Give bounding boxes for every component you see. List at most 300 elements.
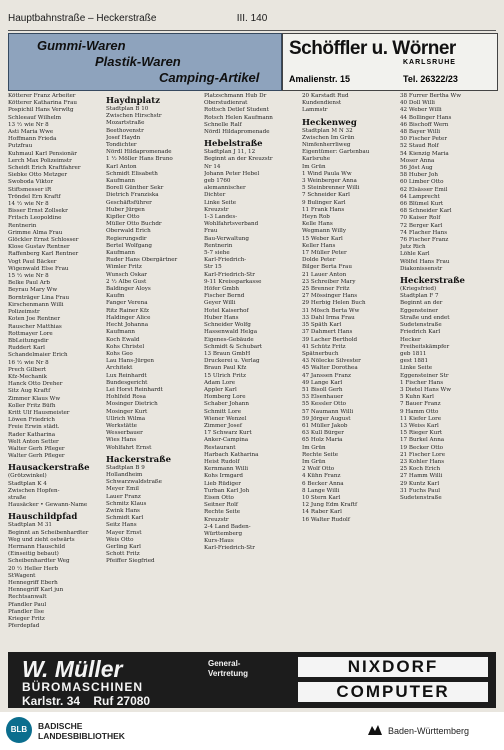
- advert-schoeffler-city: KARLSRUHE: [403, 59, 456, 66]
- directory-entry: Württemberg: [204, 530, 243, 537]
- header-page-number: III. 140: [236, 12, 268, 24]
- advert-gummi: [8, 33, 282, 91]
- directory-entry: 66 Blümel Kurt: [400, 201, 444, 208]
- advert-schoeffler-phone: Tel. 26322/23: [403, 74, 458, 84]
- directory-entry: 72 Berger Karl: [400, 222, 443, 229]
- directory-entry: 16 Walter Rudolf: [302, 516, 350, 523]
- directory-entry: Kernmann Willi: [204, 466, 249, 473]
- directory-entry: Beethovenstr: [106, 127, 144, 134]
- directory-entry: Mayer Ernst: [106, 529, 142, 536]
- directory-entry: 15 Weber Karl: [302, 235, 343, 242]
- directory-entry: 39 Lacher Berthold: [302, 336, 358, 343]
- directory-entry: Schmidt Karl: [106, 515, 144, 522]
- directory-entry: Kritt Ulf Hausmeister: [8, 409, 70, 416]
- directory-entry: 13 ½ wie Nr 8: [8, 121, 49, 128]
- directory-entry: Wölfel Hans Frau: [400, 258, 450, 265]
- directory-entry: Rentnerin: [204, 242, 233, 249]
- advert-schoeffler-address: Amalienstr. 15: [289, 74, 351, 84]
- directory-entry: 38 Furrer Bertha Ww: [400, 93, 462, 99]
- directory-entry: Lieb Rüdiger: [204, 480, 241, 487]
- directory-entry: Wimler Fritz: [106, 264, 142, 271]
- directory-entry: Josef Haydn: [106, 134, 141, 141]
- directory-entry: 13 Weiss Karl: [400, 422, 439, 429]
- directory-entry: Schmidt & Schubart: [204, 343, 263, 350]
- directory-entry: Fritsch Leopoldine: [8, 215, 62, 222]
- directory-entry: Ullrich Wilma: [106, 415, 146, 422]
- directory-entry: Beyrau Mary Ww: [8, 287, 58, 294]
- directory-entry: Nimfenherrliweg: [302, 142, 351, 149]
- directory-entry: Bertel Wolfgang: [106, 242, 152, 249]
- directory-entry: Siebke Otto Metzger: [8, 172, 68, 179]
- directory-entry: Asti Maria Wwe: [8, 129, 54, 136]
- directory-entry: 46 Bischoff Wern: [400, 121, 449, 128]
- directory-entry: Geschäftsführer: [106, 199, 152, 206]
- directory-entry: 43 Nölecke Silvester: [302, 358, 361, 365]
- directory-entry: Kaufmann: [106, 329, 136, 336]
- directory-entry: Pospichil Hans Verwltg: [8, 107, 74, 114]
- directory-entry: Oberwald Erich: [106, 228, 151, 235]
- directory-entry: 60 Limber Otto: [400, 179, 444, 186]
- directory-entry: 41 Schütz Fritz: [302, 343, 346, 350]
- directory-entry: Fanger Verena: [106, 300, 148, 307]
- directory-entry: Kaufm: [106, 293, 125, 300]
- directory-entry: 11 Frank Hans: [302, 206, 345, 213]
- directory-entry: Hotel Kaiserhof: [204, 307, 249, 314]
- directory-entry: 25 Brenner Fritz: [302, 286, 350, 293]
- street-heading: Haydnplatz: [106, 96, 161, 106]
- directory-entry: 17 Schwarz Kurt: [204, 430, 252, 437]
- directory-entry: Ruddert Karl: [8, 345, 45, 352]
- directory-columns: [8, 93, 496, 649]
- street-heading: Heckenweg: [302, 117, 357, 128]
- directory-entry: 7 Schneider Karl: [302, 192, 350, 199]
- directory-entry: 35 Späth Karl: [302, 322, 342, 329]
- directory-entry: Geyer Willi: [204, 300, 236, 307]
- directory-entry: Wohlfahrtsverband: [204, 221, 259, 228]
- directory-entry: Str 15: [204, 264, 222, 271]
- directory-entry: 2-4 Land Baden-: [204, 523, 251, 530]
- directory-entry: 61 Müller Jakob: [302, 422, 348, 429]
- directory-entry: Huber Hans: [204, 314, 239, 321]
- directory-entry: Meyer Emil: [106, 486, 139, 493]
- directory-entry: Jutz Rich: [400, 244, 426, 251]
- directory-entry: Appler Karl: [204, 386, 237, 393]
- directory-entry: Hanck Otto Dreher: [8, 381, 63, 388]
- advert-gummi-line1: Gummi-Waren: [37, 38, 126, 53]
- directory-entry: Eisen Otto: [204, 494, 234, 501]
- directory-entry: alemannischer: [204, 185, 246, 192]
- directory-entry: Ruder Hans Obergärtner: [106, 257, 178, 264]
- directory-entry: Linke Seite: [400, 365, 433, 372]
- directory-entry: 56 Jöst Aug: [400, 165, 433, 172]
- directory-entry: Rentnerin: [8, 222, 37, 229]
- directory-entry: Kaufmann: [106, 178, 136, 185]
- directory-entry: Schneider Wolfg: [204, 322, 251, 329]
- advert-gummi-line2: Plastik-Waren: [95, 54, 181, 69]
- library-name-line2: LANDESBIBLIOTHEK: [38, 731, 125, 741]
- directory-entry: Platzschmann Hub Dr: [204, 93, 267, 99]
- directory-entry: Hausäcker • Gewann-Name: [8, 502, 88, 509]
- directory-column: [400, 93, 494, 649]
- advert-brand-computer: COMPUTER: [298, 682, 488, 702]
- directory-column: [8, 93, 102, 649]
- directory-entry: Sitz Aug Kraftf: [8, 388, 51, 395]
- directory-entry: 44 Bollinger Hans: [400, 114, 452, 121]
- directory-entry: Hecker: [400, 336, 421, 343]
- directory-entry: Kirschenmann Willi: [8, 301, 64, 308]
- directory-entry: Stadtplan M 31: [8, 522, 52, 529]
- directory-entry: Braun Paul Kfz: [204, 365, 247, 372]
- directory-entry: Stadtplan B 9: [106, 464, 145, 471]
- directory-entry: Schaber Johann: [204, 401, 249, 408]
- directory-entry: Klose Gustav Rentner: [8, 244, 70, 251]
- directory-entry: 33 Dahl Irma Frau: [302, 314, 355, 321]
- directory-entry: Hermann Hauschild: [8, 543, 66, 550]
- directory-entry: Hohlfeld Rosa: [106, 394, 146, 401]
- directory-entry: Beginnt an der: [400, 300, 443, 307]
- directory-entry: Kreuzstr: [204, 206, 229, 213]
- directory-entry: Friedrich Karl: [400, 329, 441, 336]
- street-heading: Hackerstraße: [106, 454, 172, 465]
- directory-entry: Ritz Rainer Kfz: [106, 307, 149, 314]
- directory-entry: geb 1811: [400, 350, 427, 357]
- directory-entry: 20 Karstadt Rud: [302, 93, 349, 99]
- directory-entry: 31 Mösch Berta Ww: [302, 307, 360, 314]
- directory-entry: 21 Lauer Anton: [302, 271, 347, 278]
- directory-entry: Restaurant: [204, 444, 236, 451]
- directory-entry: Kipfler Otto: [106, 214, 140, 221]
- directory-entry: 16 ½ wie Nr 8: [8, 359, 49, 366]
- directory-entry: Zimmer Klaus Ww: [8, 395, 61, 402]
- directory-entry: 9 Bulinger Karl: [302, 199, 346, 206]
- directory-entry: 76 Fischer Franz: [400, 237, 449, 244]
- directory-entry: 2 ½ Albe Gust: [106, 278, 147, 285]
- directory-entry: Koten Joe Rentner: [8, 316, 60, 323]
- directory-entry: 27 Mössinger Hans: [302, 293, 358, 300]
- directory-entry: 2 Wolf Otto: [302, 466, 335, 473]
- directory-entry: Walter Gerh Pfleger: [8, 445, 65, 452]
- directory-entry: Vogt Paul Bäcker: [8, 258, 57, 265]
- advert-mueller-phone: Ruf 27080: [93, 694, 151, 708]
- directory-entry: Kfz-Mechanik: [8, 373, 47, 380]
- directory-entry: Hollandheim: [106, 471, 143, 478]
- directory-entry: 3 Dietel Hans Ww: [400, 386, 452, 393]
- directory-entry: 10 Stern Karl: [302, 494, 341, 501]
- directory-column: [106, 93, 200, 649]
- directory-entry: 53 Elsenhauer: [302, 394, 344, 401]
- directory-entry: Borell Günther Sekr: [106, 185, 164, 192]
- directory-entry: Rottmayer Lore: [8, 330, 53, 337]
- directory-entry: StWagent: [8, 572, 36, 579]
- directory-entry: 52 Staud Rolf: [400, 143, 439, 150]
- directory-entry: 21 Fischer Lore: [400, 451, 446, 458]
- advert-schoeffler: [282, 33, 498, 91]
- directory-entry: 6 Becker Anna: [302, 480, 344, 487]
- directory-entry: Im Grün: [302, 458, 326, 465]
- advert-schoeffler-name: Schöffler u. Wörner: [289, 38, 456, 59]
- directory-entry: 49 Lange Karl: [302, 379, 343, 386]
- advert-brand-nixdorf: NIXDORF: [298, 657, 488, 677]
- directory-entry: 19 Becker Otto: [400, 444, 444, 451]
- directory-entry: Belke Paul Arb: [8, 280, 50, 287]
- directory-entry: 51 Bisoll Gerh: [302, 386, 343, 393]
- directory-entry: 20 ½ Heller Herb: [8, 565, 59, 572]
- directory-entry: 45 Walter Dorothea: [302, 365, 358, 372]
- directory-entry: 54 Kienzig Maria: [400, 150, 449, 157]
- advert-mueller-line: BÜROMASCHINEN: [22, 680, 143, 694]
- directory-entry: Eggensteiner: [400, 307, 438, 314]
- directory-entry: Swoboda Viktor: [8, 179, 54, 186]
- directory-entry: 15 Rieger Kurt: [400, 430, 443, 437]
- directory-entry: Stadtplan J 11, 12: [204, 149, 256, 156]
- directory-entry: (Kriegsfried): [400, 286, 437, 293]
- directory-entry: Lau Hans-Jürgen: [106, 358, 155, 365]
- directory-entry: Adam Lore: [204, 379, 236, 386]
- directory-entry: Rechte Seite: [204, 509, 241, 516]
- directory-entry: 58 Huber Joh: [400, 172, 438, 179]
- advert-mueller-name: W. Müller: [22, 656, 123, 682]
- directory-entry: Schwarzwaldstraße: [106, 479, 162, 486]
- directory-entry: Frau: [204, 228, 218, 235]
- directory-entry: Sudetenstraße: [400, 322, 442, 329]
- directory-entry: Sudetenstraße: [400, 494, 442, 501]
- directory-entry: 9 Hamm Otto: [400, 408, 439, 415]
- directory-entry: Anker-Campina: [204, 437, 249, 444]
- directory-entry: Rottsch Detlef Student: [204, 107, 269, 114]
- directory-entry: Stadtplan K 4: [8, 480, 47, 487]
- advert-mueller: [8, 652, 496, 708]
- directory-entry: Müller Otto Buchdr: [106, 221, 162, 228]
- directory-entry: Bundesgericht: [106, 379, 148, 386]
- directory-entry: Zwink Hans: [106, 507, 140, 514]
- street-heading: Hebelstraße: [204, 139, 263, 150]
- directory-entry: Werkstätte: [106, 422, 137, 429]
- directory-entry: Eigentümer: Gartenbau: [302, 149, 370, 156]
- directory-entry: Karl Anton: [106, 163, 137, 170]
- directory-entry: Rechte Seite: [302, 451, 339, 458]
- directory-entry: 1 Wind Paula Ww: [302, 170, 352, 177]
- directory-entry: Tröndel Ern Kraftf: [8, 193, 61, 200]
- directory-entry: 63 Kull Bürger: [302, 430, 344, 437]
- directory-entry: Heyn Rob: [302, 214, 330, 221]
- directory-entry: Walter Gerh Pfleger: [8, 453, 65, 460]
- directory-entry: Hennegriff Karl jun: [8, 587, 64, 594]
- directory-entry: Freiheitskämpfer: [400, 343, 450, 350]
- directory-entry: Schleeauf Wilhelm: [8, 114, 61, 121]
- directory-entry: 15 ½ wie Nr 8: [8, 273, 49, 280]
- directory-entry: 27 Hamm Willi: [400, 473, 443, 480]
- directory-entry: Kohs Christel: [106, 343, 145, 350]
- directory-entry: Kreuzstr: [204, 516, 229, 523]
- directory-entry: Krieger Fritz: [8, 616, 45, 623]
- directory-entry: Im Grün: [302, 163, 326, 170]
- directory-entry: 59 Jörger August: [302, 415, 351, 422]
- directory-entry: Mozartstraße: [106, 120, 145, 127]
- directory-entry: 25 Koch Erich: [400, 466, 441, 473]
- directory-entry: 1-3 Landes-: [204, 214, 238, 221]
- directory-entry: Seitner Rolf: [204, 502, 238, 509]
- directory-entry: 17 Burkel Anna: [400, 437, 445, 444]
- directory-entry: 57 Naumann Willi: [302, 408, 354, 415]
- directory-entry: Huber Jürgen: [106, 206, 145, 213]
- page-header: [8, 6, 496, 31]
- directory-entry: Zwischen Hopfen-: [8, 487, 60, 494]
- directory-entry: Pfandler Paul: [8, 601, 47, 608]
- directory-entry: Oberstudienrat: [204, 100, 248, 107]
- directory-entry: Hassenwald Helga: [204, 329, 258, 336]
- advert-mueller-address: [22, 694, 150, 708]
- advert-gummi-line3: Camping-Artikel: [159, 70, 260, 85]
- directory-entry: 7 Bauer Franz: [400, 401, 441, 408]
- directory-entry: 47 Janssen Franz: [302, 372, 351, 379]
- directory-entry: 5 Steinbrenner Willi: [302, 185, 360, 192]
- directory-entry: Johann Peter Hebel: [204, 170, 260, 177]
- directory-entry: Scheibenhardter Weg: [8, 558, 70, 565]
- directory-entry: Rader Katharina: [8, 431, 56, 438]
- directory-entry: (Einseitig bebaut): [8, 551, 59, 558]
- street-heading: Hausackerstraße: [8, 463, 90, 474]
- directory-entry: 15 Ulrich Fritz: [204, 372, 246, 379]
- directory-entry: Seitz Hans: [106, 522, 137, 529]
- directory-entry: Stiftsmesser iR: [8, 186, 52, 193]
- directory-entry: Kötterer Katharina Frau: [8, 100, 78, 107]
- directory-entry: Wiener Wenzel: [204, 415, 247, 422]
- directory-entry: Wunsch Oskar: [106, 271, 147, 278]
- directory-entry: Kohs Geo: [106, 350, 133, 357]
- directory-entry: Druckerei u. Verlag: [204, 358, 260, 365]
- directory-column: [204, 93, 298, 649]
- directory-entry: Wesserbauer: [106, 430, 143, 437]
- directory-entry: Karlsruhe: [302, 156, 331, 163]
- directory-entry: Polizeimstr: [8, 309, 40, 316]
- directory-entry: Freie Erwin städt.: [8, 424, 60, 431]
- directory-entry: Spätnerbuch: [302, 350, 339, 357]
- library-footer: [0, 712, 504, 750]
- directory-entry: Lux Reinhardt: [106, 372, 147, 379]
- directory-entry: Lerch Max Polizeimstr: [8, 157, 72, 164]
- directory-entry: Regierungsdir: [106, 235, 147, 242]
- directory-entry: 68 Schneider Karl: [400, 208, 452, 215]
- directory-entry: 62 Elsässer Emil: [400, 186, 448, 193]
- directory-entry: 17 Müller Peter: [302, 250, 347, 257]
- directory-entry: 55 Kessler Otto: [302, 401, 346, 408]
- directory-entry: Beginnt an Scheibenhardter: [8, 529, 89, 536]
- directory-entry: Wigenwald Else Frau: [8, 265, 69, 272]
- directory-entry: Karl-Friedrich-Str: [204, 271, 255, 278]
- directory-entry: Beginnt an der Kreuzstr: [204, 156, 273, 163]
- directory-entry: Fischer Bernd: [204, 293, 245, 300]
- directory-entry: Schmitz Klaus: [106, 500, 147, 507]
- directory-entry: Diakonissenstr: [400, 265, 443, 272]
- directory-entry: Lauer Franz: [106, 493, 141, 500]
- directory-entry: geb 1760: [204, 178, 231, 185]
- directory-entry: Straße und endet: [400, 314, 450, 321]
- directory-entry: Raffenberg Karl Rentner: [8, 251, 79, 258]
- directory-entry: Baldinger Aloys: [106, 286, 151, 293]
- directory-entry: Weis Otto: [106, 536, 134, 543]
- directory-entry: Im Grün: [302, 444, 326, 451]
- directory-entry: 70 Kaiser Rolf: [400, 215, 441, 222]
- directory-entry: Kötterer Franz Arbeiter: [8, 93, 76, 99]
- directory-entry: Kurs-Haus: [204, 538, 234, 545]
- directory-entry: Harbach Katharina: [204, 451, 259, 458]
- directory-entry: Gerling Karl: [106, 543, 141, 550]
- directory-entry: Eigenes-Gebäude: [204, 336, 254, 343]
- directory-entry: 64 Lamprecht: [400, 193, 440, 200]
- directory-entry: Keller Hans: [302, 242, 336, 249]
- directory-entry: Nr 14: [204, 163, 221, 170]
- directory-entry: Pferdepfad: [8, 623, 40, 630]
- directory-entry: Zimmer Josef: [204, 422, 242, 429]
- advert-mueller-street: Karlstr. 34: [22, 694, 81, 708]
- directory-entry: Kuhmaul Karl Pensionär: [8, 150, 77, 157]
- directory-entry: Schandelmaier Erich: [8, 352, 68, 359]
- directory-entry: Hennegriff Eberh: [8, 580, 58, 586]
- directory-entry: Lei Horst Reinhardt: [106, 386, 163, 393]
- directory-entry: Schott Fritz: [106, 551, 140, 558]
- directory-entry: Stadtplan B 10: [106, 106, 149, 112]
- blb-logo: BLB: [6, 717, 32, 743]
- directory-entry: Dietrich Franziska: [106, 192, 159, 199]
- street-heading: Hauschildpfad: [8, 512, 78, 523]
- library-name-line1: BADISCHE: [38, 721, 83, 731]
- directory-entry: Linke Seite: [204, 199, 237, 206]
- directory-entry: Dichter: [204, 192, 226, 199]
- directory-entry: Bornträger Lina Frau: [8, 294, 70, 301]
- directory-entry: 11 Kiefer Lore: [400, 415, 442, 422]
- directory-entry: Wegmann Willy: [302, 228, 346, 235]
- directory-entry: Nördl Hildapromenade: [204, 129, 270, 136]
- directory-entry: 5-7 siehe: [204, 250, 230, 257]
- directory-entry: Pfandler Ilse: [8, 608, 45, 615]
- directory-entry: Wies Hans: [106, 437, 137, 444]
- directory-entry: 65 Holz Maria: [302, 437, 343, 444]
- directory-entry: 3 Weinberger Anna: [302, 178, 357, 185]
- state-name: Baden-Württemberg: [388, 726, 470, 736]
- directory-entry: BbLeitungsdir: [8, 337, 49, 344]
- directory-entry: Bau-Verwaltung: [204, 235, 249, 242]
- directory-entry: Rechtsanwalt: [8, 594, 47, 601]
- directory-entry: Rotsch Helen Kaufmann: [204, 114, 273, 121]
- directory-entry: 31 Fuchs Paul: [400, 487, 441, 494]
- directory-entry: Pfeiffer Siegfried: [106, 558, 155, 565]
- directory-entry: 14 ½ wie Nr 8: [8, 201, 49, 208]
- directory-entry: 9-11 Kreissparkasse: [204, 278, 262, 285]
- directory-entry: gest 1881: [400, 358, 429, 365]
- directory-entry: Schmidt Elisabeth: [106, 170, 158, 177]
- directory-entry: Eggensteiner Str: [400, 372, 449, 379]
- directory-entry: Wohlfahrt Ernst: [106, 444, 152, 451]
- directory-entry: (Grötzwinkel): [8, 473, 47, 480]
- directory-entry: Kundendienst: [302, 100, 342, 107]
- directory-entry: Welt Anton Setter: [8, 438, 59, 445]
- state-emblem-icon: [366, 723, 384, 737]
- directory-entry: Weg und zieht ostwärts: [8, 536, 75, 543]
- directory-entry: Kohs Irmgard: [204, 473, 244, 480]
- directory-entry: 1 ½ Möller Hans Bruno: [106, 156, 173, 163]
- directory-entry: Schnelle Ralf: [204, 121, 242, 128]
- directory-entry: Glöckler Ernst Schlosser: [8, 237, 79, 244]
- directory-entry: 29 Kuntz Karl: [400, 480, 440, 487]
- directory-entry: Dolde Peter: [302, 257, 336, 264]
- directory-entry: 5 Kuhn Karl: [400, 394, 434, 401]
- directory-entry: Karl-Friedrich-Str: [204, 545, 255, 552]
- directory-entry: Kelle Hans: [302, 221, 333, 228]
- directory-entry: Schmitt Lore: [204, 408, 242, 415]
- directory-entry: Koch Ewald: [106, 336, 140, 343]
- directory-entry: Bilger Berta Frau: [302, 264, 352, 271]
- street-heading: Heckerstraße: [400, 276, 465, 287]
